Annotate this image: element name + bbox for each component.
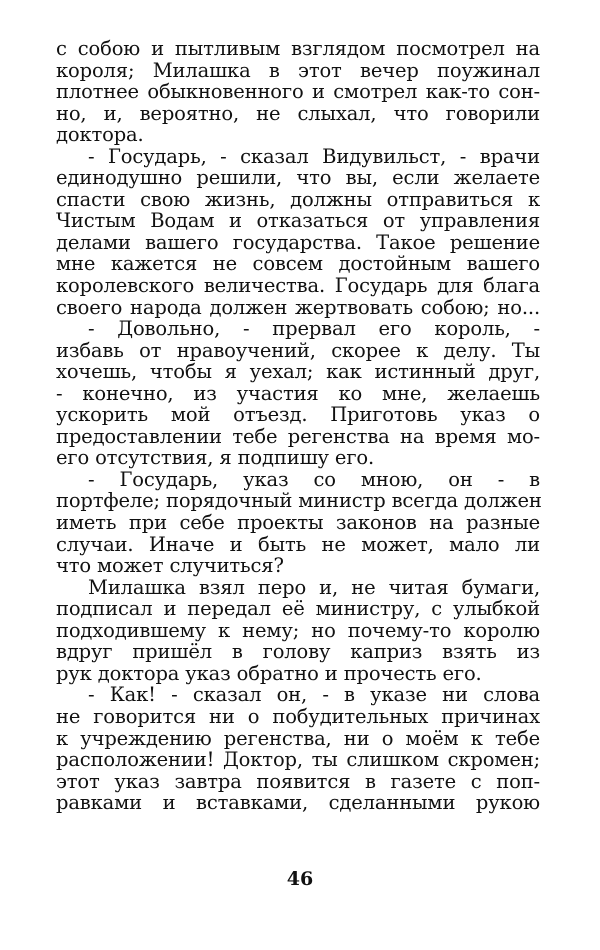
text-line: - конечно, из участия ко мне, желаешь [56,381,540,405]
text-line: делами вашего государства. Такое решение [56,230,540,254]
text-line: предоставлении тебе регенства на время мо- [56,424,540,448]
text-line: его отсутствия, я подпишу его. [56,446,375,470]
text-line: - Довольно, - прервал его король, - [88,317,540,341]
text-line: короля; Милашка в этот вечер поужинал [56,58,540,82]
text-line: с собою и пытливым взглядом посмотрел на [56,37,540,60]
text-line: королевского величества. Государь для блага [56,274,540,298]
text-line: спасти свою жизнь, должны отправиться к [56,187,540,211]
text-line: подписал и передал её министру, с улыбкой [56,597,540,621]
text-line: ускорить мой отъезд. Приготовь указ о [56,403,540,427]
text-line: но, и, вероятно, не слыхал, что говорили [56,101,540,125]
text-line: портфеле; порядочный министр всегда должен [56,489,542,513]
text-line: Милашка взял перо и, не читая бумаги, [88,575,540,599]
text-line: - Государь, указ со мною, он - в [88,467,540,491]
page-number: 46 [286,868,314,890]
text-line: этот указ завтра появится в газете с поп- [56,769,540,793]
body-text [56,38,540,814]
text-line: расположении! Доктор, ты слишком скромен; [56,748,540,772]
text-line: избавь от нравоучений, скорее к делу. Ты [56,338,540,362]
text-line: - Государь, - сказал Видувильст, - врачи [88,144,540,168]
text-line: что может случиться? [56,554,284,578]
text-line: не говорится ни о побудительных причинах [56,704,540,728]
text-line: мне кажется не совсем достойным вашего [56,252,540,276]
text-line: случаи. Иначе и быть не может, мало ли [56,532,540,556]
text-line: вдруг пришёл в голову каприз взять из [56,640,540,664]
text-line: своего народа должен жертвовать собою; но... [56,295,540,319]
text-line: единодушно решили, что вы, если желаете [56,166,540,190]
text-line: Чистым Водам и отказаться от управления [56,209,540,233]
text-line: равками и вставками, сделанными рукою [56,791,540,815]
text-line: доктора. [56,123,144,147]
text-line: к учреждению регенства, ни о моём к тебе [56,726,540,750]
text-line: плотнее обыкновенного и смотрел как-то сон- [56,80,540,104]
text-line: подходившему к нему; но почему-то королю [56,618,540,642]
text-line: иметь при себе проекты законов на разные [56,511,540,535]
text-line: хочешь, чтобы я уехал; как истинный друг, [56,360,540,384]
text-line: рук доктора указ обратно и прочесть его. [56,661,482,685]
text-line: - Как! - сказал он, - в указе ни слова [88,683,540,707]
